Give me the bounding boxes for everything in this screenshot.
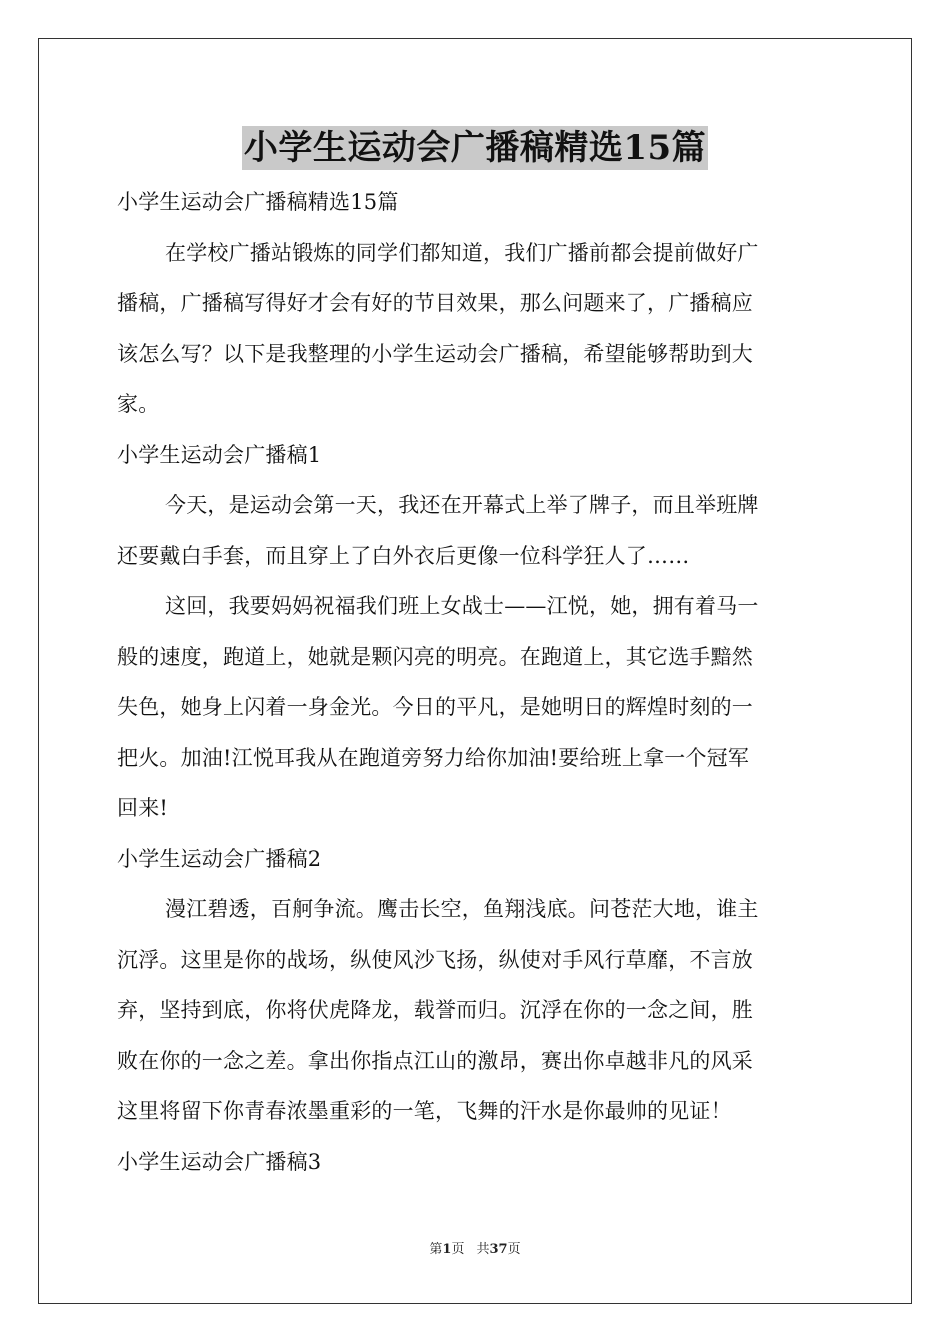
section-heading: 小学生运动会广播稿2 [117,846,322,871]
paragraph-line: 败在你的一念之差。拿出你指点江山的激昂，赛出你卓越非凡的风采 [117,1048,753,1073]
paragraph-line: 今天，是运动会第一天，我还在开幕式上举了牌子，而且举班牌 [165,493,759,517]
page-total: 37 [489,1242,508,1257]
document-title: 小学生运动会广播稿精选15篇 [243,128,707,168]
intro-line: 该怎么写？以下是我整理的小学生运动会广播稿，希望能够帮助到大 [117,341,753,366]
paragraph-line: 还要戴白手套，而且穿上了白外衣后更像一位科学狂人了…… [117,543,690,568]
document-subtitle: 小学生运动会广播稿精选15篇 [117,190,399,214]
page-total-prefix: 共 [476,1242,490,1257]
intro-line: 在学校广播站锻炼的同学们都知道，我们广播前都会提前做好广 [165,240,759,265]
page-number-current: 1 [442,1242,452,1257]
intro-line: 家。 [117,392,160,416]
page-number-prefix: 第 [429,1242,443,1257]
paragraph-line: 沉浮。这里是你的战场，纵使风沙飞扬，纵使对手风行草靡，不言放 [117,947,753,972]
paragraph-line: 失色，她身上闪着一身金光。今日的平凡，是她明日的辉煌时刻的一 [117,695,753,719]
page-footer [0,1240,950,1260]
paragraph-line: 弃，坚持到底，你将伏虎降龙，载誉而归。沉浮在你的一念之间，胜 [117,998,753,1022]
paragraph-line: 般的速度，跑道上，她就是颗闪亮的明亮。在跑道上，其它选手黯然 [117,644,753,669]
page-total-suffix: 页 [507,1242,521,1257]
paragraph-line: 把火。加油!江悦耳我从在跑道旁努力给你加油!要给班上拿一个冠军 [117,745,750,770]
paragraph-line: 这里将留下你青春浓墨重彩的一笔，飞舞的汗水是你最帅的见证！ [117,1099,732,1123]
document-body [117,177,835,1187]
section-heading: 小学生运动会广播稿3 [117,1149,322,1174]
paragraph-line: 漫江碧透，百舸争流。鹰击长空，鱼翔浅底。问苍茫大地，谁主 [165,897,759,921]
section-heading: 小学生运动会广播稿1 [117,442,322,467]
paragraph-line: 回来! [117,796,169,820]
paragraph-line: 这回，我要妈妈祝福我们班上女战士——江悦，她，拥有着马一 [165,594,759,618]
title-block [0,126,950,170]
page-number-suffix: 页 [451,1242,465,1257]
intro-line: 播稿，广播稿写得好才会有好的节目效果，那么问题来了，广播稿应 [117,291,753,315]
